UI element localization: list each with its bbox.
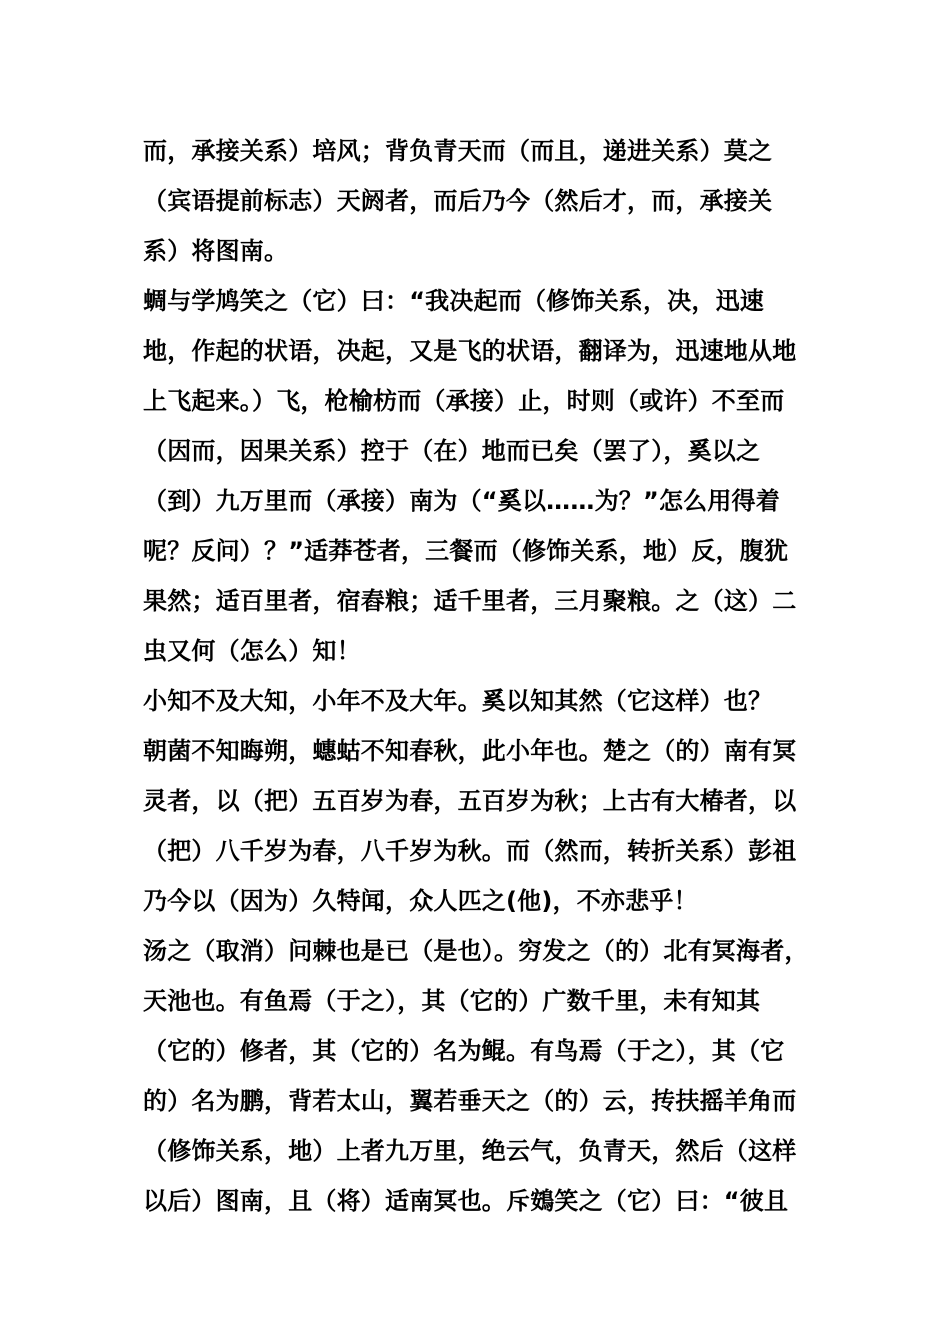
- text-line: （因而，因果关系）控于（在）地而已矣（罢了），奚以之: [143, 437, 761, 465]
- text-line: （修饰关系，地）上者九万里，绝云气，负青天，然后（这样: [143, 1137, 797, 1165]
- text-line: （把）八千岁为春，八千岁为秋。而（然而，转折关系）彭祖: [143, 837, 797, 865]
- text-line: 汤之（取消）问棘也是已（是也）。穷发之（的）北有冥海者，: [143, 937, 809, 965]
- text-line: 乃今以（因为）久特闻，众人匹之(他)，不亦悲乎！: [143, 887, 698, 915]
- text-line: 朝菌不知晦朔，蟪蛄不知春秋，此小年也。楚之（的）南有冥: [143, 737, 797, 765]
- text-line: （到）九万里而（承接）南为（“奚以……为？”怎么用得着: [143, 487, 780, 515]
- text-line: 灵者，以（把）五百岁为春，五百岁为秋；上古有大椿者，以: [143, 787, 797, 815]
- text-line: 的）名为鹏，背若太山，翼若垂天之（的）云，抟扶摇羊角而: [143, 1087, 797, 1115]
- text-line: 以后）图南，且（将）适南冥也。斥鴳笑之（它）曰：“彼且: [143, 1187, 789, 1215]
- text-line: 蜩与学鸠笑之（它）曰：“我决起而（修饰关系，决，迅速: [143, 287, 764, 315]
- text-line: 上飞起来。）飞，枪榆枋而（承接）止，时则（或许）不至而: [143, 387, 785, 415]
- text-line: （它的）修者，其（它的）名为鲲。有鸟焉（于之），其（它: [143, 1037, 785, 1065]
- text-line: 地，作起的状语，决起，又是飞的状语，翻译为，迅速地从地: [143, 337, 797, 365]
- text-line: 呢？反问）？”适莽苍者，三餐而（修饰关系，地）反，腹犹: [143, 537, 789, 565]
- text-line: 果然；适百里者，宿舂粮；适千里者，三月聚粮。之（这）二: [143, 587, 797, 615]
- text-line: 天池也。有鱼焉（于之），其（它的）广数千里，未有知其: [143, 987, 761, 1015]
- text-line: 而，承接关系）培风；背负青天而（而且，递进关系）莫之: [143, 137, 773, 165]
- text-line: 小知不及大知，小年不及大年。奚以知其然（它这样）也？: [143, 687, 773, 715]
- text-line: （宾语提前标志）天阏者，而后乃今（然后才，而，承接关: [143, 187, 773, 215]
- text-line: 系）将图南。: [143, 237, 289, 265]
- text-line: 虫又何（怎么）知！: [143, 637, 361, 665]
